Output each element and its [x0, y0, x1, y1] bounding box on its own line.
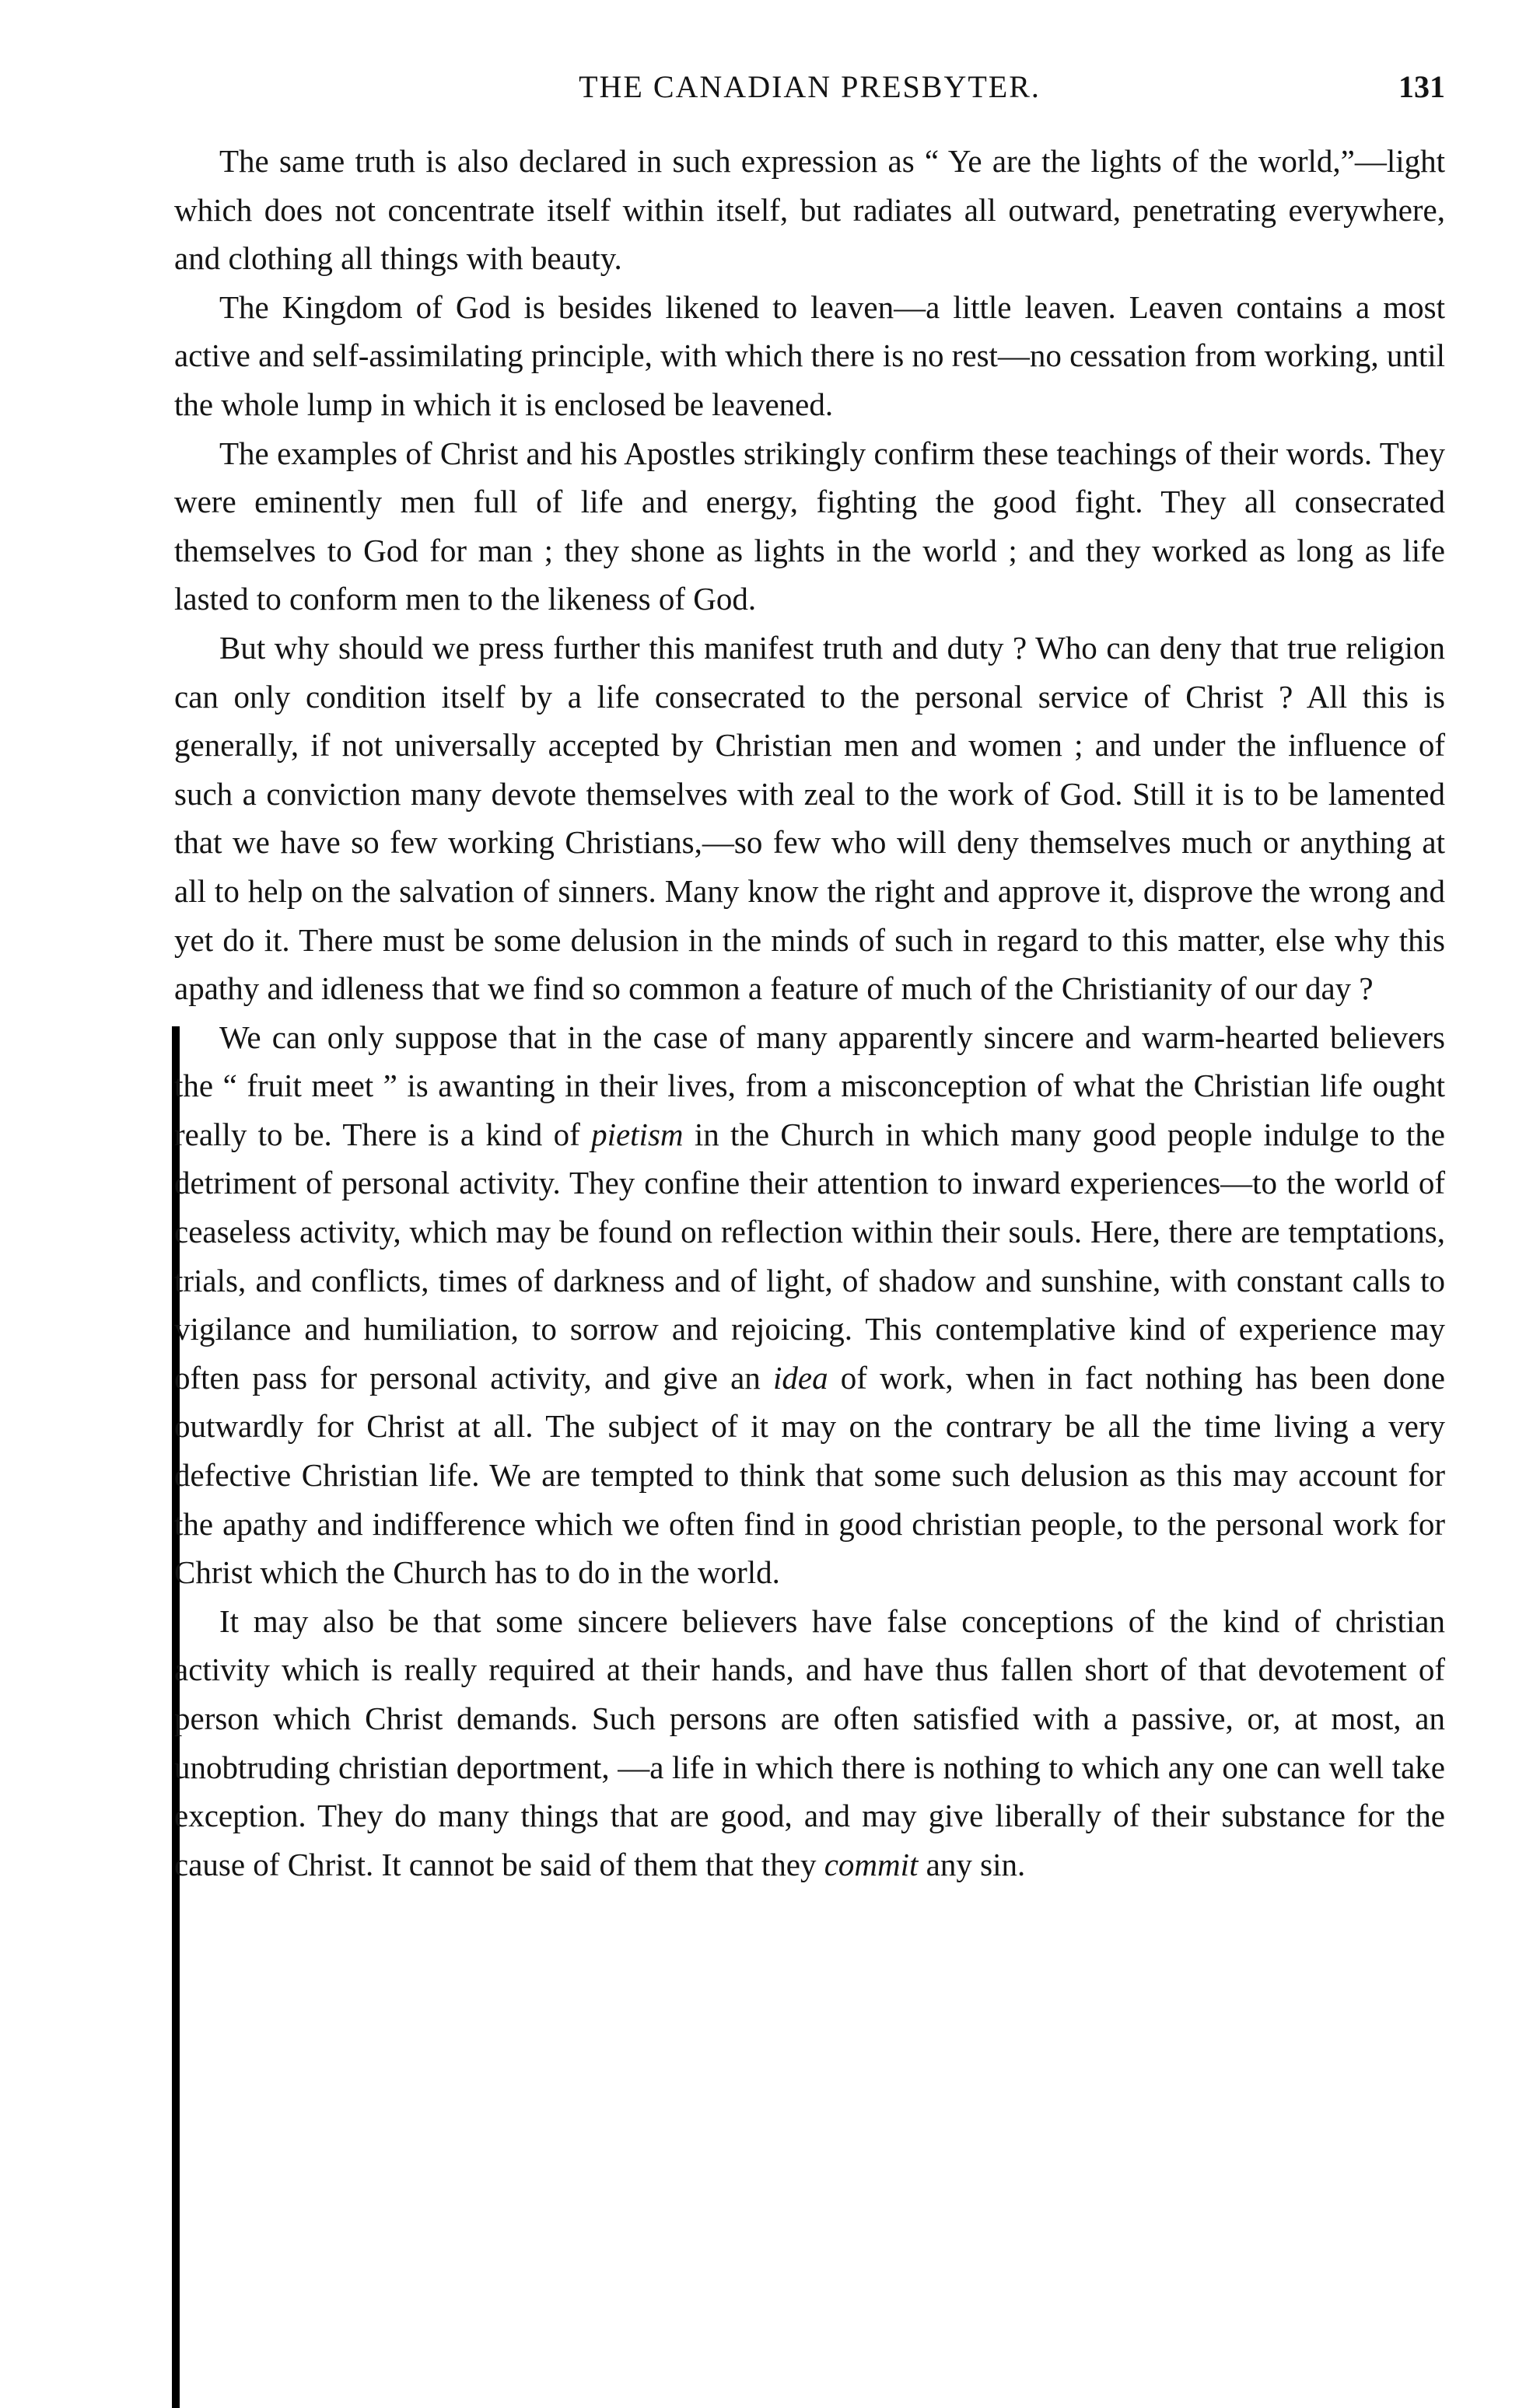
paragraph-text: The Kingdom of God is besides likened to leaven—a little leaven. Leaven contains a most active and self-assimilating principle, with which there is no rest—no cessation from working, until the whole lump in which it is enclosed be leavened.: [174, 288, 1445, 422]
paragraph-text: But why should we press further this manifest truth and duty ? Who can deny that true religion can only condition itself by a life consecrated to the personal service of Christ ? All this is generally, if not universally accepted by Christian men and women ; and under the influence of such a conviction many devote themselves with zeal to the work of God. Still it is to be lamented that we have so few working Christians,—so few who will deny themselves much or anything at all to help on the salvation of sinners. Many know the right and approve it, disprove the wrong and yet do it. There must be some delusion in the minds of such in regard to this matter, else why this apathy and idleness that we find so common a feature of much of the Christianity of our day ?: [174, 629, 1445, 1007]
italic-text: idea: [772, 1359, 828, 1396]
paragraph-text: We can only suppose that in the case of many apparently sincere and warm-hearted believers the “ fruit meet ” is awanting in their lives, from a misconception of what the Christian life ought really to be. There is a kind of: [174, 1019, 1445, 1152]
article-body: [174, 137, 1445, 1889]
paragraph: [174, 624, 1445, 1013]
paragraph-text: of work, when in fact nothing has been done outwardly for Christ at all. The subject of it may on the contrary be all the time living a very defective Christian life. We are tempted to think that some such delusion as this may account for the apathy and indifference which we often find in good christian people, to the personal work for Christ which the Church has to do in the world.: [174, 1359, 1445, 1591]
italic-text: pietism: [591, 1116, 684, 1152]
paragraph-text: The examples of Christ and his Apostles strikingly confirm these teachings of their words. They were eminently men full of life and energy, fighting the good fight. They all consecrated themselves to God for man ; they shone as lights in the world ; and they worked as long as life lasted to conform men to the likeness of God.: [174, 435, 1445, 617]
paragraph-text: The same truth is also declared in such expression as “ Ye are the lights of the world,”—light which does not concentrate itself within itself, but radiates all outward, penetrating everywhere, and clothing all things with beauty.: [174, 143, 1445, 277]
paragraph: [174, 1013, 1445, 1597]
paragraph: [174, 283, 1445, 429]
paragraph-text: any sin.: [918, 1846, 1026, 1882]
paragraph-text: It may also be that some sincere believers have false conceptions of the kind of christian activity which is really required at their hands, and have thus fallen short of that devotement of person which Christ demands. Such persons are often satisfied with a passive, or, at most, an unobtruding christian deportment, —a life in which there is nothing to which any one can well take exception. They do many things that are good, and may give liberally of their substance for the cause of Christ. It cannot be said of them that they: [174, 1602, 1445, 1882]
page-header: [174, 64, 1445, 110]
paragraph: [174, 137, 1445, 283]
page-number: 131: [1398, 69, 1445, 104]
italic-text: commit: [824, 1846, 919, 1882]
running-title: THE CANADIAN PRESBYTER.: [579, 69, 1041, 104]
paragraph-text: in the Church in which many good people indulge to the detriment of personal activity. They confine their attention to inward experiences—to the world of ceaseless activity, which may be found on reflection within their souls. Here, there are temptations, trials, and conflicts, times of darkness and of light, of shadow and sunshine, with constant calls to vigilance and humiliation, to sorrow and rejoicing. This contemplative kind of experience may often pass for personal activity, and give an: [174, 1116, 1445, 1396]
paragraph: [174, 429, 1445, 624]
paragraph: [174, 1597, 1445, 1889]
